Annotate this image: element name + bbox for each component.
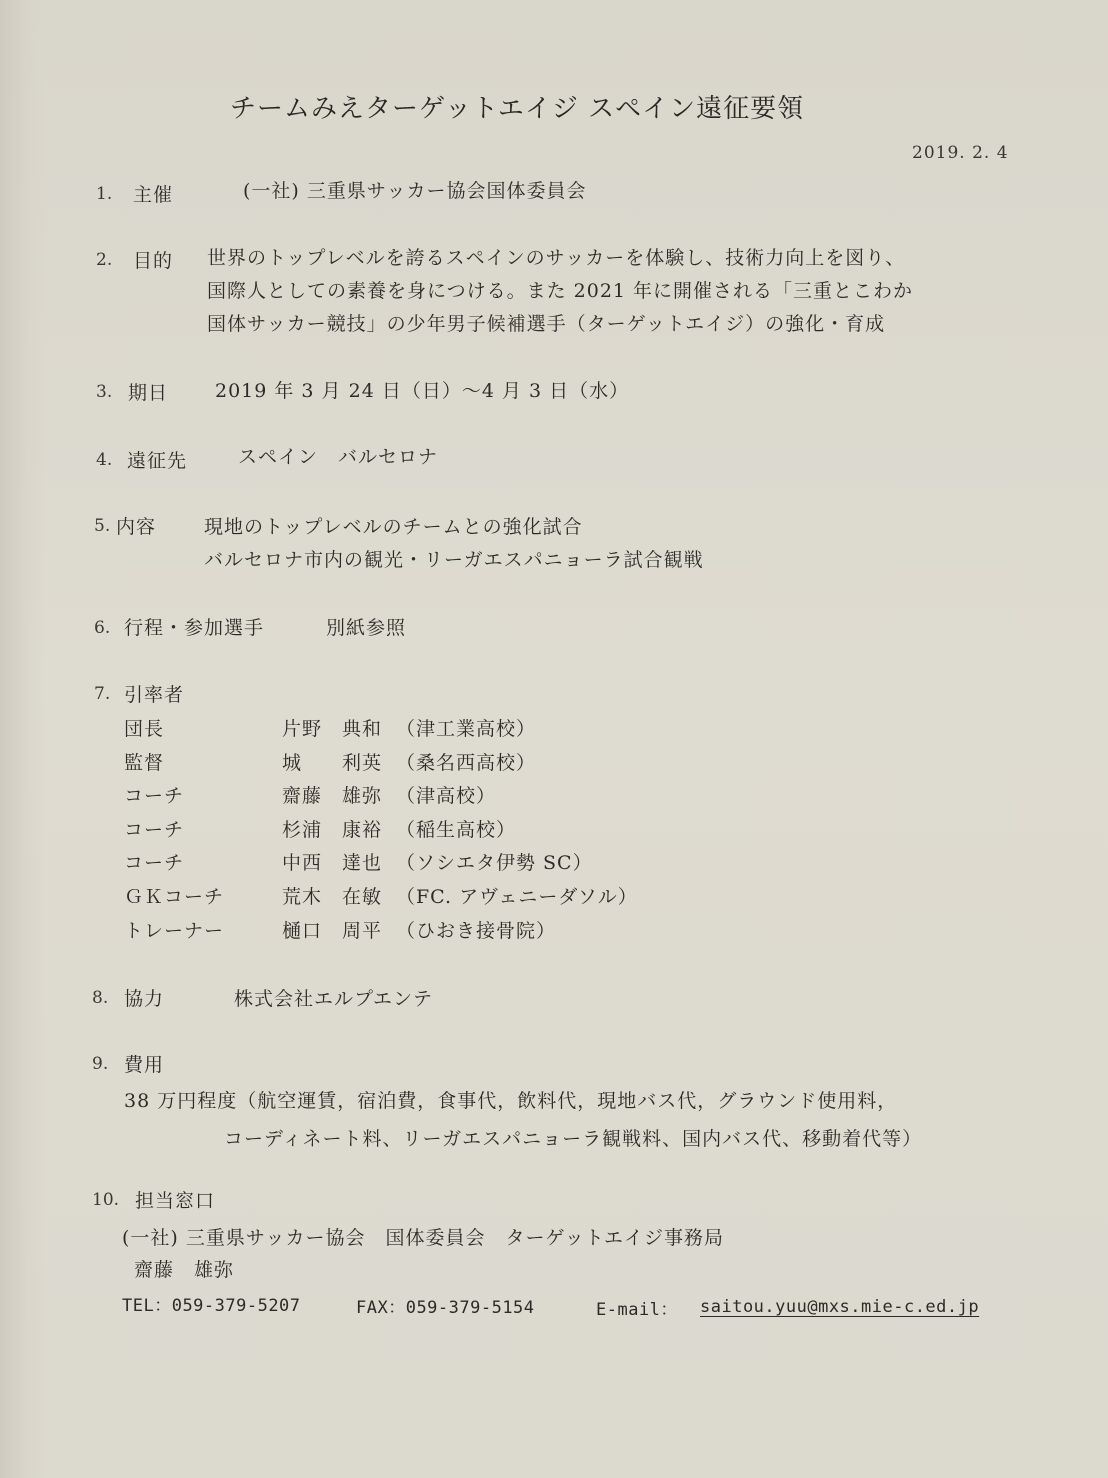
staff-name: 城 利英 — [282, 752, 383, 774]
staff-role: ＧＫコーチ — [124, 886, 225, 908]
contact-tel: TEL：059-379-5207 — [122, 1296, 301, 1316]
section-9-number: 9. — [92, 1054, 109, 1074]
section-6-text: 別紙参照 — [326, 617, 407, 639]
section-2-line-2: 国際人としての素養を身につける。また 2021 年に開催される「三重とこわか — [207, 280, 914, 302]
staff-name: 荒木 在敏 — [282, 886, 383, 908]
section-4-label: 遠征先 — [127, 450, 188, 472]
section-2-line-1: 世界のトップレベルを誇るスペインのサッカーを体験し、技術力向上を図り、 — [207, 247, 906, 269]
section-1-text: (一社) 三重県サッカー協会国体委員会 — [243, 180, 587, 202]
section-7-number: 7. — [94, 684, 111, 704]
section-3-label: 期日 — [128, 382, 169, 404]
section-8-number: 8. — [92, 988, 109, 1008]
contact-organization: (一社) 三重県サッカー協会 国体委員会 ターゲットエイジ事務局 — [122, 1227, 724, 1249]
section-8-label: 協力 — [124, 988, 165, 1010]
section-8-text: 株式会社エルプエンテ — [234, 988, 434, 1010]
staff-org: （ひおき接骨院） — [396, 920, 557, 942]
staff-name: 樋口 周平 — [282, 920, 383, 942]
staff-role: 団長 — [124, 718, 165, 740]
section-3-text: 2019 年 3 月 24 日（日）～4 月 3 日（水） — [215, 380, 630, 402]
section-5-number: 5. — [94, 516, 111, 536]
contact-email-link[interactable]: saitou.yuu@mxs.mie-c.ed.jp — [700, 1297, 980, 1317]
staff-role: コーチ — [124, 785, 185, 807]
staff-org: （ソシエタ伊勢 SC） — [396, 852, 593, 874]
section-10-number: 10. — [92, 1190, 120, 1210]
contact-fax: FAX：059-379-5154 — [356, 1298, 535, 1318]
staff-org: （稲生高校） — [396, 819, 517, 841]
section-5-line-2: バルセロナ市内の観光・リーガエスパニョーラ試合観戦 — [204, 549, 704, 571]
section-1-label: 主催 — [133, 184, 174, 206]
staff-name: 齋藤 雄弥 — [282, 785, 383, 807]
staff-role: コーチ — [124, 852, 185, 874]
section-4-number: 4. — [96, 450, 113, 470]
section-6-label: 行程・参加選手 — [124, 617, 265, 639]
contact-email-label: E-mail： — [596, 1300, 678, 1320]
staff-org: （桑名西高校） — [396, 752, 537, 774]
staff-name: 中西 達也 — [282, 852, 383, 874]
section-10-label: 担当窓口 — [135, 1190, 216, 1212]
section-9-line-1: 38 万円程度（航空運賃，宿泊費，食事代，飲料代，現地バス代，グラウンド使用料， — [124, 1090, 898, 1112]
document-date: 2019. 2. 4 — [912, 143, 1009, 163]
staff-org: （FC. アヴェニーダソル） — [396, 886, 638, 908]
document-title: チームみえターゲットエイジ スペイン遠征要領 — [230, 94, 805, 124]
paper-shadow-edge — [0, 0, 46, 1478]
section-2-label: 目的 — [133, 250, 174, 272]
section-7-label: 引率者 — [124, 684, 185, 706]
section-2-line-3: 国体サッカー競技」の少年男子候補選手（ターゲットエイジ）の強化・育成 — [207, 313, 886, 335]
section-6-number: 6. — [94, 618, 111, 638]
section-5-label: 内容 — [116, 516, 157, 538]
staff-name: 杉浦 康裕 — [282, 819, 383, 841]
section-4-text: スペイン バルセロナ — [238, 446, 439, 468]
section-1-number: 1. — [96, 184, 113, 204]
staff-org: （津工業高校） — [396, 718, 537, 740]
staff-org: （津高校） — [396, 785, 497, 807]
section-9-label: 費用 — [124, 1054, 165, 1076]
staff-name: 片野 典和 — [282, 718, 383, 740]
staff-role: トレーナー — [124, 920, 225, 942]
section-9-line-2: コーディネート料、リーガエスパニョーラ観戦料、国内バス代、移動着代等） — [224, 1128, 923, 1150]
staff-role: コーチ — [124, 819, 185, 841]
section-2-number: 2. — [96, 250, 113, 270]
staff-role: 監督 — [124, 752, 165, 774]
section-3-number: 3. — [96, 382, 113, 402]
section-5-line-1: 現地のトップレベルのチームとの強化試合 — [204, 516, 583, 538]
contact-person: 齋藤 雄弥 — [134, 1259, 235, 1281]
